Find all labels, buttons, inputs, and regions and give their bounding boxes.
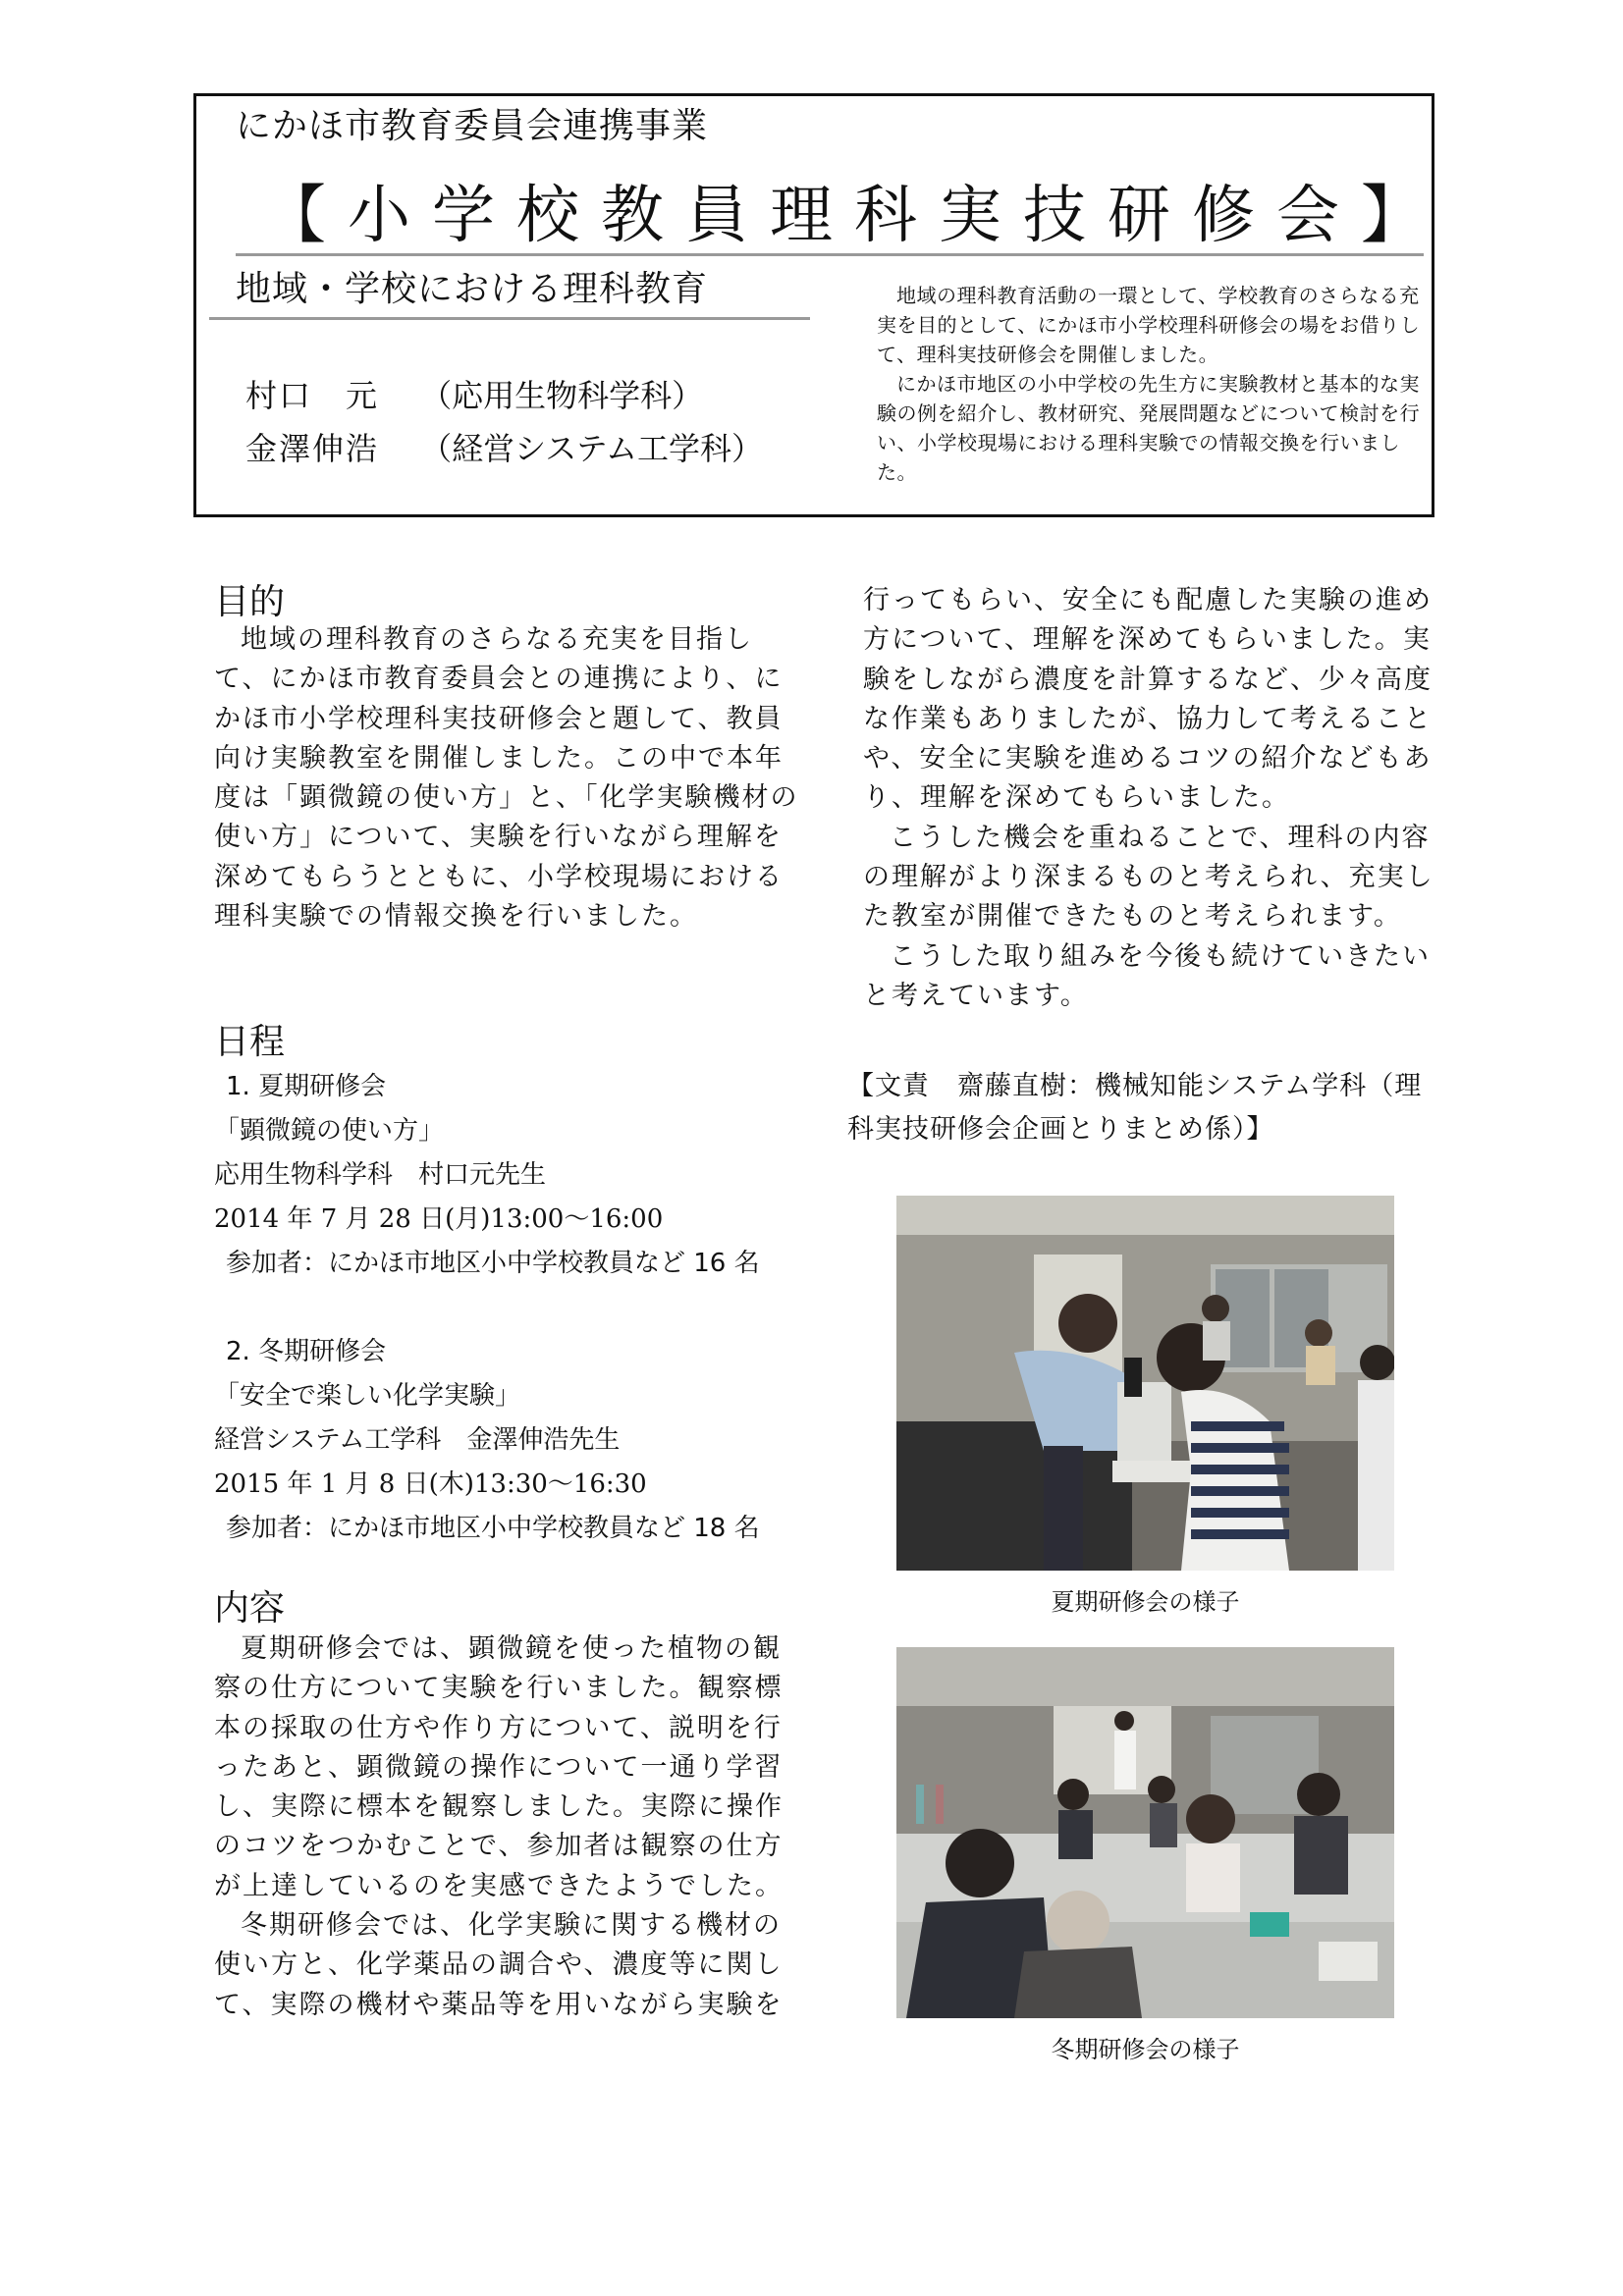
right-column-text xyxy=(863,581,1437,1016)
subtitle-divider xyxy=(209,317,810,320)
author-name: 金澤伸浩 xyxy=(245,430,380,467)
winter-session-photo xyxy=(896,1647,1394,2018)
content-paragraph: こうした機会を重ねることで、理科の内容の理解がより深まるものと考えられ、充実した教室が開催できたものと考えられます。 xyxy=(863,822,1434,933)
subtitle: 地域・学校における理科教育 xyxy=(236,269,709,309)
photo-caption: 夏期研修会の様子 xyxy=(1051,1588,1240,1616)
section-heading-content: 内容 xyxy=(214,1588,286,1629)
session-participants: 参加者：にかほ市地区小中学校教員など 16 名 xyxy=(226,1249,760,1278)
session-lecturer: 応用生物科学科 村口元先生 xyxy=(214,1160,547,1190)
purpose-text xyxy=(214,620,803,936)
section-heading-schedule: 日程 xyxy=(214,1022,286,1062)
session-datetime: 2014 年 7 月 28 日(月)13:00～16:00 xyxy=(214,1204,664,1234)
author-name: 村口 元 xyxy=(245,377,380,414)
schedule-list xyxy=(214,1065,823,1551)
abstract-paragraph: 地域の理科教育活動の一環として、学校教育のさらなる充実を目的として、にかほ市小学校理科研修会の場をお借りして、理科実技研修会を開催しました。 xyxy=(877,284,1421,366)
session-label: 1. 夏期研修会 xyxy=(226,1072,387,1101)
session-title: 「顕微鏡の使い方」 xyxy=(214,1116,445,1146)
project-name: にかほ市教育委員会連携事業 xyxy=(236,106,709,146)
author-row xyxy=(245,424,763,469)
content-paragraph: 冬期研修会では、化学実験に関する機材の使い方と、化学薬品の調合や、濃度等に関して、実際の機材や薬品等を用いながら実験を xyxy=(214,1910,784,2020)
summer-session-photo xyxy=(896,1196,1394,1571)
session-lecturer: 経営システム工学科 金澤伸浩先生 xyxy=(214,1425,621,1455)
session-participants: 参加者：にかほ市地区小中学校教員など 18 名 xyxy=(226,1514,760,1543)
author-department: （応用生物科学科） xyxy=(420,377,704,414)
photo-caption: 冬期研修会の様子 xyxy=(1051,2036,1240,2063)
author-row xyxy=(245,371,703,416)
content-paragraph: 夏期研修会では、顕微鏡を使った植物の観察の仕方について実験を行いました。観察標本の採取の仕方や作り方について、説明を行ったあと、顕微鏡の操作について一通り学習し、実際に標本を観察しました。実際に操作のコツをつかむことで、参加者は観察の仕方が上達しているのを実感できたようでした。 xyxy=(214,1633,784,1901)
session-title: 「安全で楽しい化学実験」 xyxy=(214,1381,521,1411)
content-continuation: 行ってもらい、安全にも配慮した実験の進め方について、理解を深めてもらいました。実験をしながら濃度を計算するなど、少々高度な作業もありましたが、協力して考えることや、安全に実験を進めるコツの紹介などもあり、理解を深めてもらいました。 xyxy=(863,585,1433,814)
section-heading-purpose: 目的 xyxy=(214,582,286,622)
abstract-paragraph: にかほ市地区の小中学校の先生方に実験教材と基本的な実験の例を紹介し、教材研究、発展問題などについて検討を行い、小学校現場における理科実験での情報交換を行いました。 xyxy=(877,372,1421,484)
session-label: 2. 冬期研修会 xyxy=(226,1337,387,1366)
content-text xyxy=(214,1629,803,2025)
session-datetime: 2015 年 1 月 8 日(木)13:30～16:30 xyxy=(214,1469,647,1499)
purpose-paragraph: 地域の理科教育のさらなる充実を目指して、にかほ市教育委員会との連携により、にかほ市小学校理科実技研修会と題して、教員向け実験教室を開催しました。この中で本年度は「顕微鏡の使い方」と、「化学実験機材の使い方」について、実験を行いながら理解を深めてもらうとともに、小学校現場における理科実験での情報交換を行いました。 xyxy=(214,624,799,933)
page-title: 【小学校教員理科実技研修会】 xyxy=(263,180,1445,252)
author-credit: 【文責 齋藤直樹：機械知能システム学科（理科実技研修会企画とりまとめ係）】 xyxy=(847,1071,1423,1145)
title-divider xyxy=(236,253,1424,256)
content-paragraph: こうした取り組みを今後も続けていきたいと考えています。 xyxy=(863,940,1431,1011)
author-department: （経営システム工学科） xyxy=(420,430,763,467)
abstract xyxy=(877,281,1432,487)
